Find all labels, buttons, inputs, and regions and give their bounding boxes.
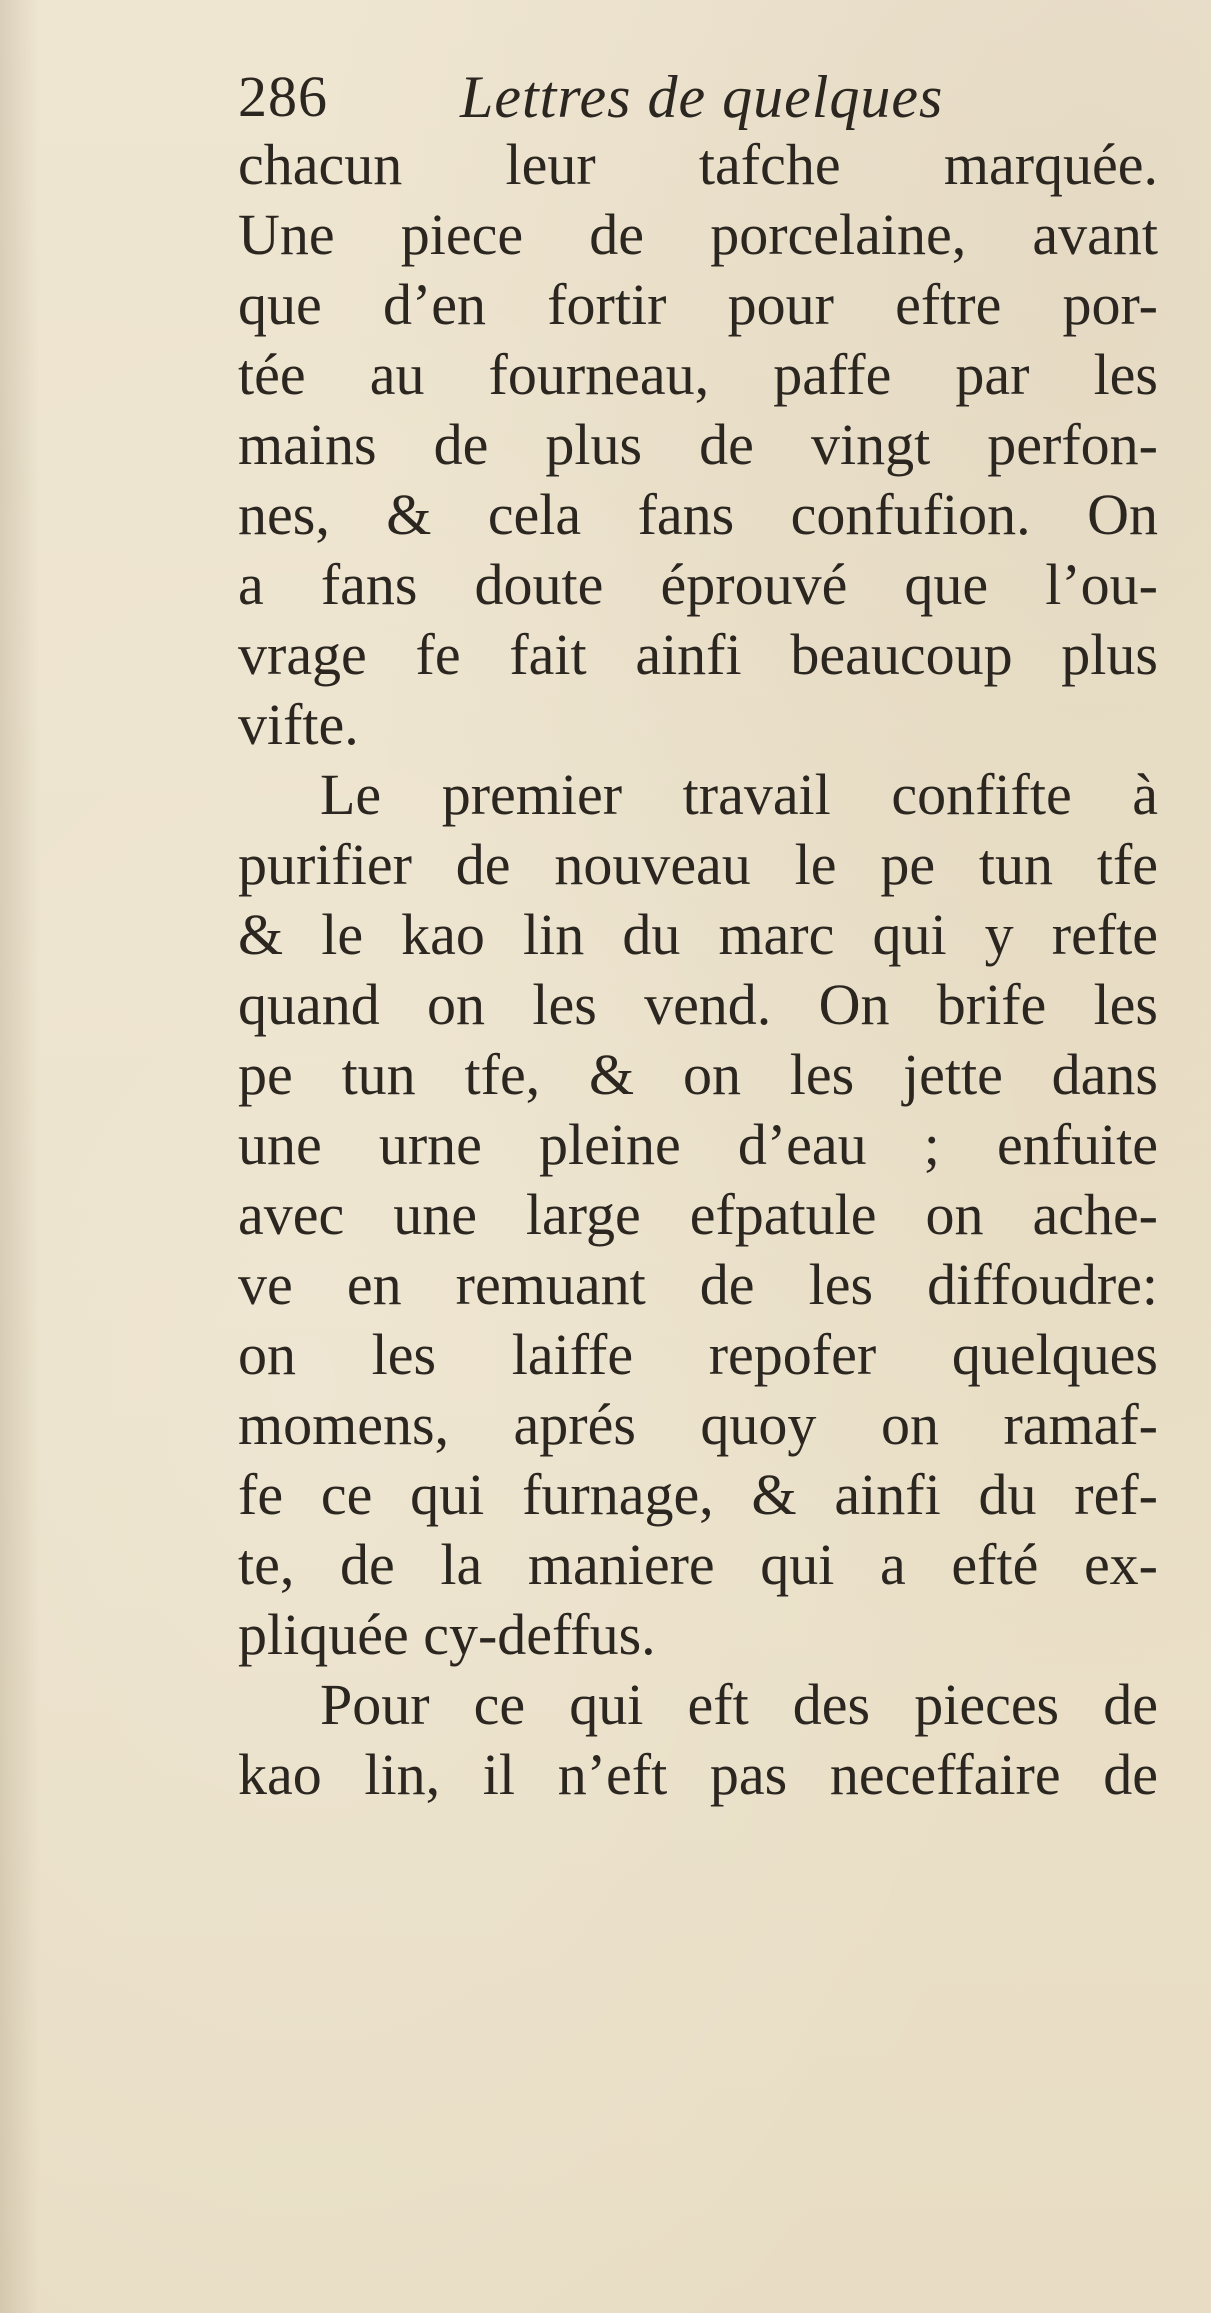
page-header — [238, 62, 1058, 132]
text-line: ve en remuant de les diffoudre: — [238, 1252, 1158, 1317]
text-line: te, de la maniere qui a efté ex- — [238, 1532, 1158, 1597]
page-gutter-shadow — [0, 0, 40, 2313]
text-line: quand on les vend. On brife les — [238, 972, 1158, 1037]
text-line: que d’en fortir pour eftre por- — [238, 272, 1158, 337]
text-line: & le kao lin du marc qui y refte — [238, 902, 1158, 967]
text-line: momens, aprés quoy on ramaf- — [238, 1392, 1158, 1457]
running-title: Lettres de quelques — [460, 64, 944, 130]
text-line: pe tun tfe, & on les jette dans — [238, 1042, 1158, 1107]
text-line: purifier de nouveau le pe tun tfe — [238, 832, 1158, 897]
text-line: fe ce qui furnage, & ainfi du ref- — [238, 1462, 1158, 1527]
text-line: a fans doute éprouvé que l’ou- — [238, 552, 1158, 617]
text-line: tée au fourneau, paffe par les — [238, 342, 1158, 407]
text-line: mains de plus de vingt perfon- — [238, 412, 1158, 477]
text-line: on les laiffe repofer quelques — [238, 1322, 1158, 1387]
page-number: 286 — [238, 64, 328, 129]
text-line: vrage fe fait ainfi beaucoup plus — [238, 622, 1158, 687]
text-line: une urne pleine d’eau ; enfuite — [238, 1112, 1158, 1177]
text-line: avec une large efpatule on ache- — [238, 1182, 1158, 1247]
body-text — [238, 130, 1168, 1810]
text-line: pliquée cy-deffus. — [238, 1602, 656, 1667]
paragraph-first-line: Pour ce qui eft des pieces de — [320, 1672, 1158, 1737]
paragraph-first-line: Le premier travail confifte à — [320, 762, 1158, 827]
text-line: vifte. — [238, 692, 359, 757]
text-line: Une piece de porcelaine, avant — [238, 202, 1158, 267]
text-line: nes, & cela fans confufion. On — [238, 482, 1158, 547]
text-line: kao lin, il n’eft pas neceffaire de — [238, 1742, 1158, 1807]
text-line: chacun leur tafche marquée. — [238, 132, 1158, 197]
